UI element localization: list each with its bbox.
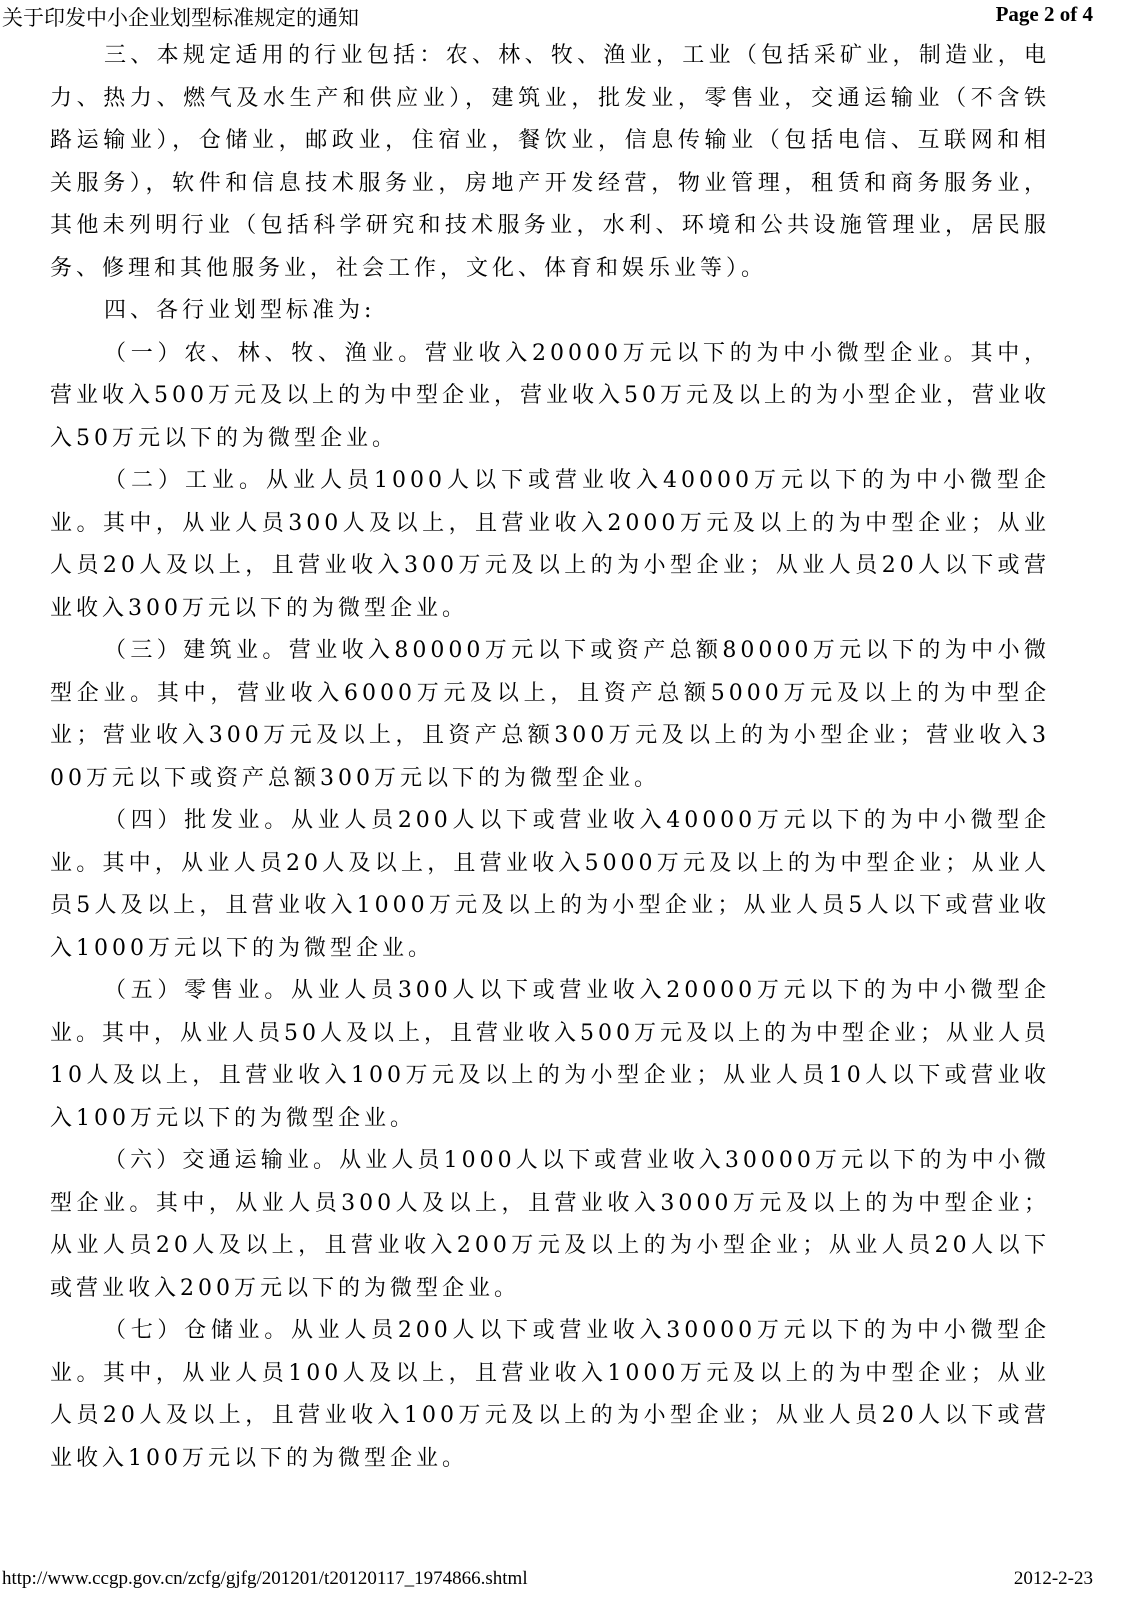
paragraph-warehousing: （七）仓储业。从业人员200人以下或营业收入30000万元以下的为中小微型企业。其中，从业人员100人及以上，且营业收入1000万元及以上的为中型企业；从业人员20人及以上，且营业收入100万元及以上的为小型企业；从业人员20人以下或营业收入100万元以下的为微型企业。 [50,1318,1050,1471]
source-url: http://www.ccgp.gov.cn/zcfg/gjfg/201201/t20120117_1974866.shtml [2,1568,528,1589]
paragraph-retail: （五）零售业。从业人员300人以下或营业收入20000万元以下的为中小微型企业。其中，从业人员50人及以上，且营业收入500万元及以上的为中型企业；从业人员10人及以上，且营业收入100万元及以上的为小型企业；从业人员10人以下或营业收入100万元以下的为微型企业。 [50,978,1050,1131]
paragraph-transport: （六）交通运输业。从业人员1000人以下或营业收入30000万元以下的为中小微型企业。其中，从业人员300人及以上，且营业收入3000万元及以上的为中型企业；从业人员20人及以上，且营业收入200万元及以上的为小型企业；从业人员20人以下或营业收入200万元以下的为微型企业。 [50,1148,1050,1301]
paragraph-standards-heading: 四、各行业划型标准为: [104,298,376,323]
paragraph-agriculture: （一）农、林、牧、渔业。营业收入20000万元以下的为中小微型企业。其中，营业收入500万元及以上的为中型企业，营业收入50万元及以上的为小型企业，营业收入50万元以下的为微型企业。 [50,340,1050,451]
page-header [0,0,1131,30]
paragraph-wholesale: （四）批发业。从业人员200人以下或营业收入40000万元以下的为中小微型企业。其中，从业人员20人及以上，且营业收入5000万元及以上的为中型企业；从业人员5人及以上，且营业收入1000万元及以上的为小型企业；从业人员5人以下或营业收入1000万元以下的为微型企业。 [50,808,1050,961]
document-body [50,35,1050,1480]
paragraph-industry: （二）工业。从业人员1000人以下或营业收入40000万元以下的为中小微型企业。其中，从业人员300人及以上，且营业收入2000万元及以上的为中型企业；从业人员20人及以上，且营业收入300万元及以上的为小型企业；从业人员20人以下或营业收入300万元以下的为微型企业。 [50,468,1050,621]
document-title: 关于印发中小企业划型标准规定的通知 [2,6,359,30]
page-number: Page 2 of 4 [995,2,1093,26]
paragraph-scope: 三、本规定适用的行业包括：农、林、牧、渔业，工业（包括采矿业，制造业，电力、热力、燃气及水生产和供应业），建筑业，批发业，零售业，交通运输业（不含铁路运输业），仓储业，邮政业，住宿业，餐饮业，信息传输业（包括电信、互联网和相关服务），软件和信息技术服务业，房地产开发经营，物业管理，租赁和商务服务业，其他未列明行业（包括科学研究和技术服务业，水利、环境和公共设施管理业，居民服务、修理和其他服务业，社会工作，文化、体育和娱乐业等）。 [50,43,1050,281]
print-date: 2012-2-23 [1013,1568,1093,1589]
paragraph-construction: （三）建筑业。营业收入80000万元以下或资产总额80000万元以下的为中小微型企业。其中，营业收入6000万元及以上，且资产总额5000万元及以上的为中型企业；营业收入300万元及以上，且资产总额300万元及以上的为小型企业；营业收入300万元以下或资产总额300万元以下的为微型企业。 [50,638,1050,791]
page-footer [0,1568,1131,1598]
